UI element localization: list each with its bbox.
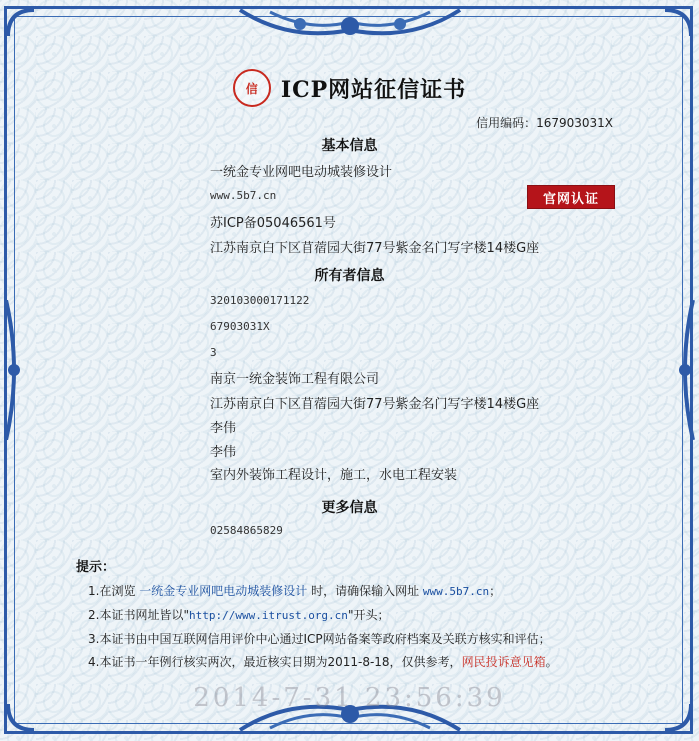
legal-rep-value: 李伟 <box>210 421 237 436</box>
itrust-seal-icon: 信 <box>233 69 271 107</box>
tip-text: ； <box>489 584 502 598</box>
complaint-box-link[interactable]: 网民投诉意见箱 <box>461 655 546 669</box>
site-url-link[interactable]: www.5b7.cn <box>422 585 490 598</box>
tip-text: 。 <box>545 655 558 669</box>
tip-text: "开头； <box>347 608 390 622</box>
left-ornament-icon <box>2 300 24 440</box>
corner-ornament-icon <box>663 8 693 38</box>
tip-line <box>88 653 558 670</box>
site-name-link[interactable]: 一统金专业网吧电动城装修设计 <box>139 584 308 598</box>
section-heading-owner: 所有者信息 <box>314 268 385 284</box>
icp-number-value: 苏ICP备05046561号 <box>210 216 336 231</box>
tip-line <box>88 606 389 623</box>
credit-code: 信用编码：167903031X <box>476 116 613 130</box>
right-ornament-icon <box>675 300 697 440</box>
certificate-title: ICP网站征信证书 <box>280 76 467 103</box>
org-code-value: 67903031X <box>210 320 270 333</box>
itrust-url-link[interactable]: http://www.itrust.org.cn <box>188 609 348 622</box>
tip-line <box>88 630 551 647</box>
tip-text: 1.在浏览 <box>88 584 140 598</box>
tip-text: 2.本证书网址皆以" <box>88 608 189 622</box>
timestamp-watermark: 2014-7-31 23:56:39 <box>193 683 506 713</box>
title-row <box>0 68 699 108</box>
site-name-value: 一统金专业网吧电动城装修设计 <box>210 165 393 180</box>
tip-text: 4.本证书一年例行核实两次，最近核实日期为2011-8-18，仅供参考， <box>88 655 462 669</box>
section-heading-more: 更多信息 <box>321 500 378 516</box>
business-scope-value: 室内外装饰工程设计，施工，水电工程安装 <box>210 468 458 483</box>
general-manager-value: 李伟 <box>210 445 237 460</box>
tips-heading: 提示： <box>76 560 116 575</box>
official-site-badge[interactable]: 官网认证 <box>527 185 615 209</box>
tip-text: 3.本证书由中国互联网信用评价中心通过ICP网站备案等政府档案及关联方核实和评估； <box>88 632 551 646</box>
tip-text: 时，请确保输入网址 <box>307 584 423 598</box>
tip-line <box>88 582 501 599</box>
years-value: 3 <box>210 346 217 359</box>
office-address-value: 江苏南京白下区苜蓿园大街77号紫金名门写字楼14楼G座 <box>210 241 540 256</box>
company-name-value: 南京一统金装饰工程有限公司 <box>210 372 380 387</box>
service-phone-value: 02584865829 <box>210 524 283 537</box>
site-url-link[interactable]: www.5b7.cn <box>210 189 277 202</box>
business-reg-value: 320103000171122 <box>210 294 310 307</box>
section-heading-basic: 基本信息 <box>321 138 378 154</box>
company-address-value: 江苏南京白下区苜蓿园大街77号紫金名门写字楼14楼G座 <box>210 397 540 412</box>
corner-ornament-icon <box>6 8 36 38</box>
top-ornament-icon <box>230 2 470 48</box>
